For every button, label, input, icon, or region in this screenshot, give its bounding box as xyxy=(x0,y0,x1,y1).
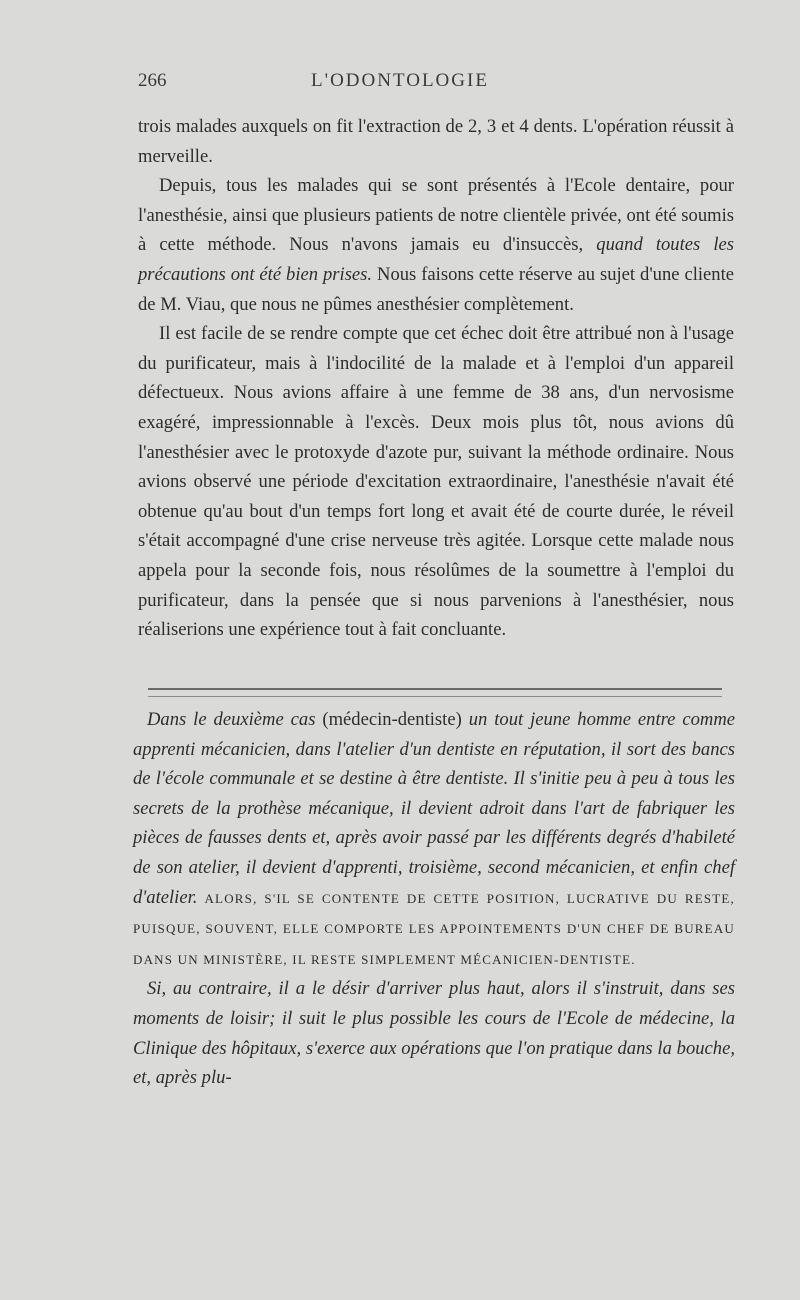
section-divider xyxy=(148,688,722,697)
quote-paragraph-1 xyxy=(133,705,735,974)
paragraph-2-text-a: Depuis, tous les malades qui se sont présentés à l'Ecole dentaire, pour l'anesthésie, ainsi que plusieurs patients de notre clientèle privée, ont été soumis à cette méthode. Nous n'avons jamais eu d'insuccès, xyxy=(138,175,734,256)
quote-paragraph-2 xyxy=(133,974,735,1092)
main-text xyxy=(138,112,734,645)
paragraph-2-emphasis: quand toutes les précautions ont été bien prises. xyxy=(138,234,734,285)
paragraph-2 xyxy=(138,171,734,319)
paragraph-2-text-b: Nous faisons cette réserve au sujet d'une cliente de M. Viau, que nous ne pûmes anesthésier complètement. xyxy=(138,263,735,315)
quote-1-small-caps: ALORS, S'IL SE CONTENTE DE CETTE POSITION, LUCRATIVE DU RESTE, PUISQUE, SOUVENT, ELLE COMPORTE LES APPOINTEMENTS D'UN CHEF DE BUREAU DANS UN MINISTÈRE, IL RESTE SIMPLEMENT MÉCANICIEN-DENTISTE. xyxy=(133,890,735,967)
quote-1-italic-a: Dans le deuxième cas xyxy=(147,709,316,730)
quote-1-italic-b: un tout jeune homme entre comme apprenti mécanicien, dans l'atelier d'un dentiste en réputation, il sort des bancs de l'école communale et se destine à être dentiste. Il s'initie peu à peu à tous les secrets de la prothèse mécanique, il devient adroit dans l'art de fabriquer les pièces de fausses dents et, après avoir passé par les différents degrés d'habileté de son atelier, il devient d'apprenti, troisième, second mécanicien, et enfin chef d'atelier. xyxy=(133,709,736,908)
running-title: L'ODONTOLOGIE xyxy=(311,70,489,91)
paragraph-1: trois malades auxquels on fit l'extraction de 2, 3 et 4 dents. L'opération réussit à merveille. xyxy=(138,116,734,167)
quote-1-parenthetical: (médecin-dentiste) xyxy=(322,709,462,730)
page-header xyxy=(0,70,800,100)
page-number: 266 xyxy=(138,70,167,91)
paragraph-3: Il est facile de se rendre compte que cet échec doit être attribué non à l'usage du purificateur, mais à l'indocilité de la malade et à l'emploi d'un appareil défectueux. Nous avions affaire à une femme de 38 ans, d'un nervosisme exagéré, impressionnable à l'excès. Deux mois plus tôt, nous avions dû l'anesthésier avec le protoxyde d'azote pur, suivant la méthode ordinaire. Nous avions observé une période d'excitation extraordinaire, l'anesthésie n'avait été obtenue qu'au bout d'un temps fort long et avait été de courte durée, le réveil s'était accompagné d'une crise nerveuse très agitée. Lorsque cette malade nous appela pour la seconde fois, nous résolûmes de la soumettre à l'emploi du purificateur, dans la pensée que si nous parvenions à l'anesthésier, nous réaliserions une expérience tout à fait concluante. xyxy=(138,323,734,641)
quote-2-italic: Si, au contraire, il a le désir d'arriver plus haut, alors il s'instruit, dans ses moments de loisir; il suit le plus possible les cours de l'Ecole de médecine, la Clinique des hôpitaux, s'exerce aux opérations que l'on pratique dans la bouche, et, après plu- xyxy=(133,978,735,1089)
quoted-excerpt xyxy=(133,705,735,1093)
